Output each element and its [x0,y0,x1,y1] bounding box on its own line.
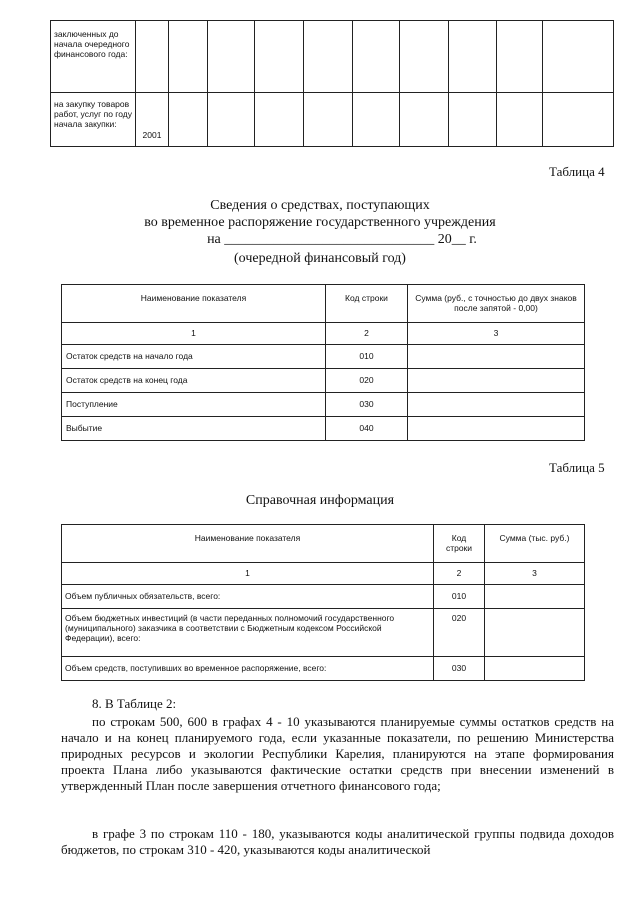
top-row1-label: заключенных до начала очередного финансового года: [51,21,136,93]
table5-row-sum [485,657,585,681]
table5-row-name: Объем бюджетных инвестиций (в части переданных полномочий государственного (муниципального) заказчика в соответствии с Бюджетным кодексом Российской Федерации), всего: [62,609,434,657]
table4 [61,284,585,441]
table5-colnum-1: 1 [62,563,434,585]
table5-label: Таблица 5 [549,460,605,475]
table5-colnum-2: 2 [434,563,485,585]
table4-row-code: 020 [326,369,408,393]
table4-title-line2: во временное распоряжение государственного учреждения [144,215,496,230]
table4-row-sum [408,345,585,369]
table4-row-sum [408,417,585,441]
table4-row-name: Выбытие [62,417,326,441]
table4-header-name: Наименование показателя [62,285,326,323]
table4-colnum-3: 3 [408,323,585,345]
table4-colnum-2: 2 [326,323,408,345]
paragraph-2: в графе 3 по строкам 110 - 180, указываются коды аналитической группы подвида доходов бюджетов, по строкам 310 - 420, указываются коды аналитической [61,826,614,857]
table5 [61,524,585,681]
table-row [62,417,585,441]
table4-row-name: Остаток средств на конец года [62,369,326,393]
table4-title-line3: на ______________________________ 20__ г. [207,232,477,247]
table4-header-sum: Сумма (руб., с точностью до двух знаков после запятой - 0,00) [408,285,585,323]
table5-row-sum [485,585,585,609]
table5-colnum-3: 3 [485,563,585,585]
table4-title-line1: Сведения о средствах, поступающих [210,198,430,213]
table4-row-code: 030 [326,393,408,417]
table-row [62,585,585,609]
table5-header-name: Наименование показателя [62,525,434,563]
table4-row-name: Поступление [62,393,326,417]
table4-label: Таблица 4 [549,164,605,179]
top-table [50,20,614,147]
table-row [62,657,585,681]
top-row2-label: на закупку товаров работ, услуг по году начала закупки: [51,93,136,147]
table5-row-name: Объем средств, поступивших во временное распоряжение, всего: [62,657,434,681]
table4-colnum-1: 1 [62,323,326,345]
table4-row-sum [408,369,585,393]
table4-row-code: 040 [326,417,408,441]
table-row [62,345,585,369]
table-row [62,369,585,393]
table5-row-code: 020 [434,609,485,657]
table5-header-sum: Сумма (тыс. руб.) [485,525,585,563]
paragraph-1: по строкам 500, 600 в графах 4 - 10 указываются планируемые суммы остатков средств на начало и на конец планируемого года, если указанные показатели, по решению Министерства природных ресурсов и экологии Республики Карелия, планируются на этапе формирования проекта Плана либо указываются фактические остатки средств при внесении изменений в утвержденный План после завершения отчетного финансового года; [61,714,614,793]
top-row2-code: 2001 [136,93,169,147]
table5-row-name: Объем публичных обязательств, всего: [62,585,434,609]
table4-row-code: 010 [326,345,408,369]
table5-row-sum [485,609,585,657]
table4-row-sum [408,393,585,417]
section-heading: 8. В Таблице 2: [92,696,177,711]
table-row [62,393,585,417]
table4-row-name: Остаток средств на начало года [62,345,326,369]
table-row [62,609,585,657]
table5-title: Справочная информация [245,493,395,508]
table4-title-line4: (очередной финансовый год) [234,251,406,266]
table5-row-code: 010 [434,585,485,609]
table5-row-code: 030 [434,657,485,681]
table4-header-code: Код строки [326,285,408,323]
table5-header-code: Код строки [434,525,485,563]
